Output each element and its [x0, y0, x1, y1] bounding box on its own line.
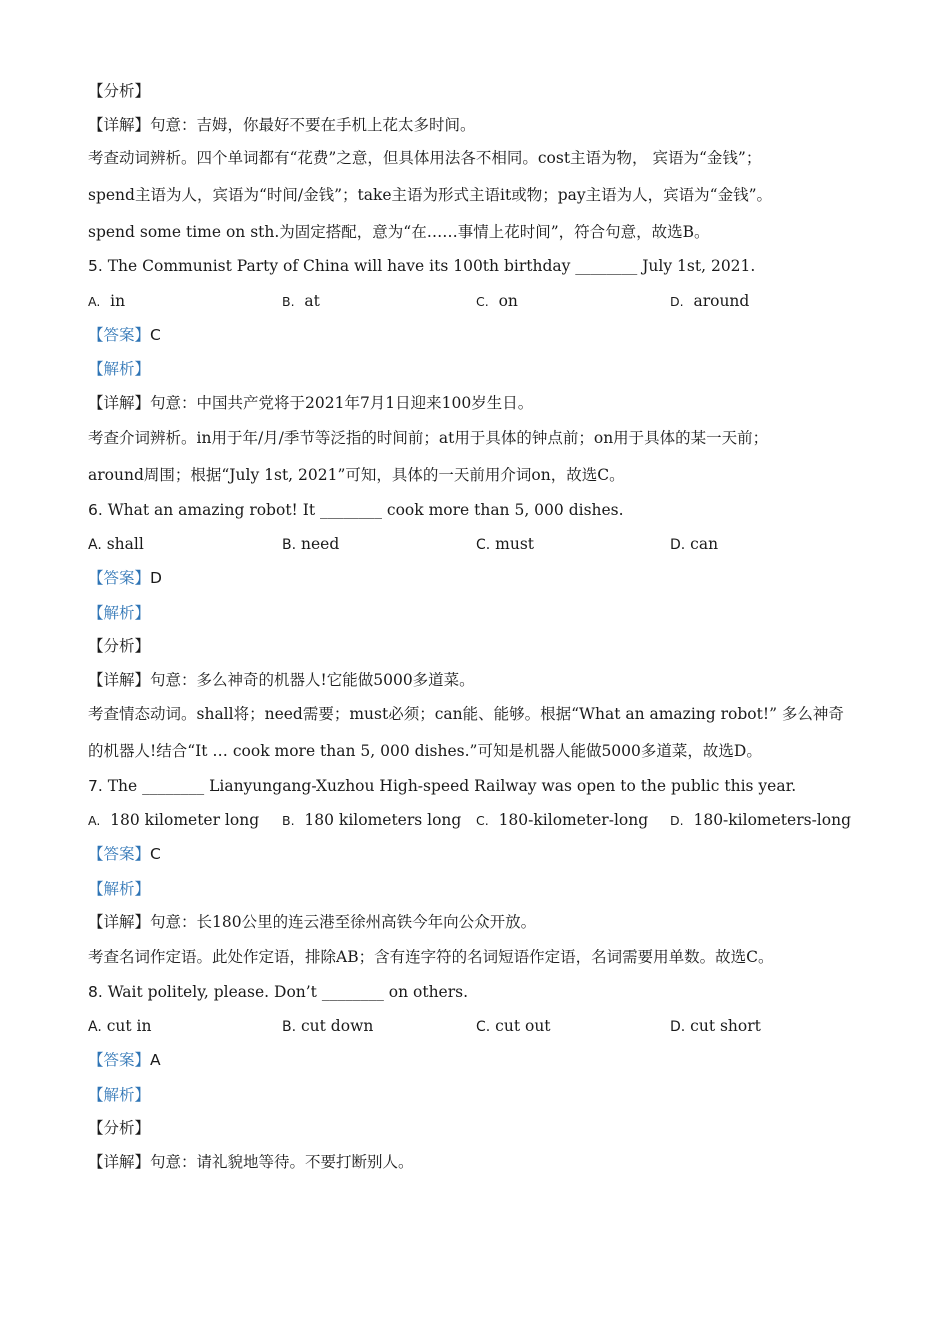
answer-value: C [150, 326, 161, 344]
option-letter: A. [88, 537, 102, 553]
q7-option-b [282, 810, 461, 831]
answer-value: A [150, 1051, 161, 1069]
q5-number: 5. [88, 257, 103, 275]
q7-stem: The ________ Lianyungang-Xuzhou High-speed Railway was open to the public this year. [102, 777, 797, 795]
q8-number: 8. [88, 983, 103, 1001]
q4-analysis-label: 【分析】 [88, 82, 151, 100]
option-letter: B. [282, 294, 295, 309]
option-letter: C. [476, 813, 489, 828]
q7-explanation-1: 考查名词作定语。此处作定语，排除AB；含有连字符的名词短语作定语，名词需要用单数。故选C。 [88, 948, 774, 966]
q4-detail: 【详解】句意：吉姆，你最好不要在手机上花太多时间。 [88, 116, 476, 134]
option-letter: C. [476, 294, 489, 309]
option-text: cut short [685, 1017, 761, 1035]
q8-detail: 【详解】句意：请礼貌地等待。不要打断别人。 [88, 1153, 414, 1171]
q7-option-d [670, 810, 851, 831]
option-text: 180 kilometer long [110, 811, 260, 829]
q8-question [88, 982, 890, 1002]
q5-option-b [282, 291, 320, 312]
answer-label: 【答案】 [88, 569, 151, 587]
option-letter: B. [282, 813, 295, 828]
option-letter: C. [476, 537, 491, 553]
option-letter: C. [476, 1019, 491, 1035]
option-text: in [110, 292, 126, 310]
q6-explanation-2: 的机器人!结合“It … cook more than 5, 000 dishes.”可知是机器人能做5000多道菜，故选D。 [88, 742, 762, 760]
option-text: can [685, 535, 719, 553]
q6-option-b [282, 534, 339, 555]
answer-label: 【答案】 [88, 1051, 151, 1069]
option-text: must [490, 535, 535, 553]
option-letter: D. [670, 537, 686, 553]
q5-detail: 【详解】句意：中国共产党将于2021年7月1日迎来100岁生日。 [88, 394, 534, 412]
option-text: 180-kilometer-long [498, 811, 649, 829]
q6-option-a [88, 534, 144, 555]
option-text: around [693, 292, 750, 310]
q6-option-c [476, 534, 534, 555]
q7-question [88, 776, 890, 796]
option-text: on [498, 292, 518, 310]
answer-label: 【答案】 [88, 845, 151, 863]
q4-explanation-3: spend some time on sth.为固定搭配，意为“在……事情上花时间”，符合句意，故选B。 [88, 223, 710, 241]
q8-analysis-label: 【分析】 [88, 1119, 151, 1137]
q6-question [88, 500, 890, 520]
answer-value: D [150, 569, 162, 587]
option-letter: B. [282, 537, 297, 553]
q7-number: 7. [88, 777, 103, 795]
option-text: 180 kilometers long [304, 811, 462, 829]
q7-jiexi-label: 【解析】 [88, 880, 151, 898]
q4-explanation-2: spend主语为人，宾语为“时间/金钱”；take主语为形式主语it或物；pay主语为人，宾语为“金钱”。 [88, 186, 773, 204]
q8-option-b [282, 1016, 373, 1037]
option-letter: A. [88, 813, 101, 828]
option-letter: D. [670, 294, 684, 309]
q7-option-c [476, 810, 648, 831]
option-text: cut down [296, 1017, 374, 1035]
q8-option-c [476, 1016, 551, 1037]
option-text: cut in [101, 1017, 152, 1035]
option-text: need [296, 535, 340, 553]
answer-value: C [150, 845, 161, 863]
q5-option-a [88, 291, 125, 312]
q4-explanation-1: 考查动词辨析。四个单词都有“花费”之意，但具体用法各不相同。cost主语为物， 宾语为“金钱”； [88, 149, 762, 167]
q6-option-d [670, 534, 718, 555]
q5-jiexi-label: 【解析】 [88, 360, 151, 378]
option-letter: D. [670, 1019, 686, 1035]
option-letter: B. [282, 1019, 297, 1035]
q6-analysis-label: 【分析】 [88, 637, 151, 655]
answer-label: 【答案】 [88, 326, 151, 344]
option-text: cut out [490, 1017, 551, 1035]
q5-option-d [670, 291, 749, 312]
q5-stem: The Communist Party of China will have its 100th birthday ________ July 1st, 2021. [102, 257, 756, 275]
option-letter: D. [670, 813, 684, 828]
q5-option-c [476, 291, 518, 312]
q6-number: 6. [88, 501, 103, 519]
q6-explanation-1: 考查情态动词。shall将；need需要；must必须；can能、能够。根据“What an amazing robot!” 多么神奇 [88, 705, 844, 723]
q7-answer [88, 844, 890, 864]
q7-option-a [88, 810, 259, 831]
option-text: shall [101, 535, 144, 553]
q6-jiexi-label: 【解析】 [88, 604, 151, 622]
q5-explanation-2: around周围；根据“July 1st, 2021”可知，具体的一天前用介词on，故选C。 [88, 466, 625, 484]
option-letter: A. [88, 1019, 102, 1035]
q8-stem: Wait politely, please. Don’t ________ on others. [102, 983, 469, 1001]
option-text: at [304, 292, 320, 310]
q8-option-d [670, 1016, 761, 1037]
q5-explanation-1: 考查介词辨析。in用于年/月/季节等泛指的时间前；at用于具体的钟点前；on用于具体的某一天前； [88, 429, 769, 447]
q6-answer [88, 568, 890, 588]
q5-question [88, 256, 890, 276]
q5-answer [88, 325, 890, 345]
q6-stem: What an amazing robot! It ________ cook more than 5, 000 dishes. [102, 501, 624, 519]
q8-answer [88, 1050, 890, 1070]
q8-jiexi-label: 【解析】 [88, 1086, 151, 1104]
q8-option-a [88, 1016, 151, 1037]
option-text: 180-kilometers-long [693, 811, 851, 829]
option-letter: A. [88, 294, 101, 309]
q7-detail: 【详解】句意：长180公里的连云港至徐州高铁今年向公众开放。 [88, 913, 537, 931]
q6-detail: 【详解】句意：多么神奇的机器人!它能做5000多道菜。 [88, 671, 475, 689]
